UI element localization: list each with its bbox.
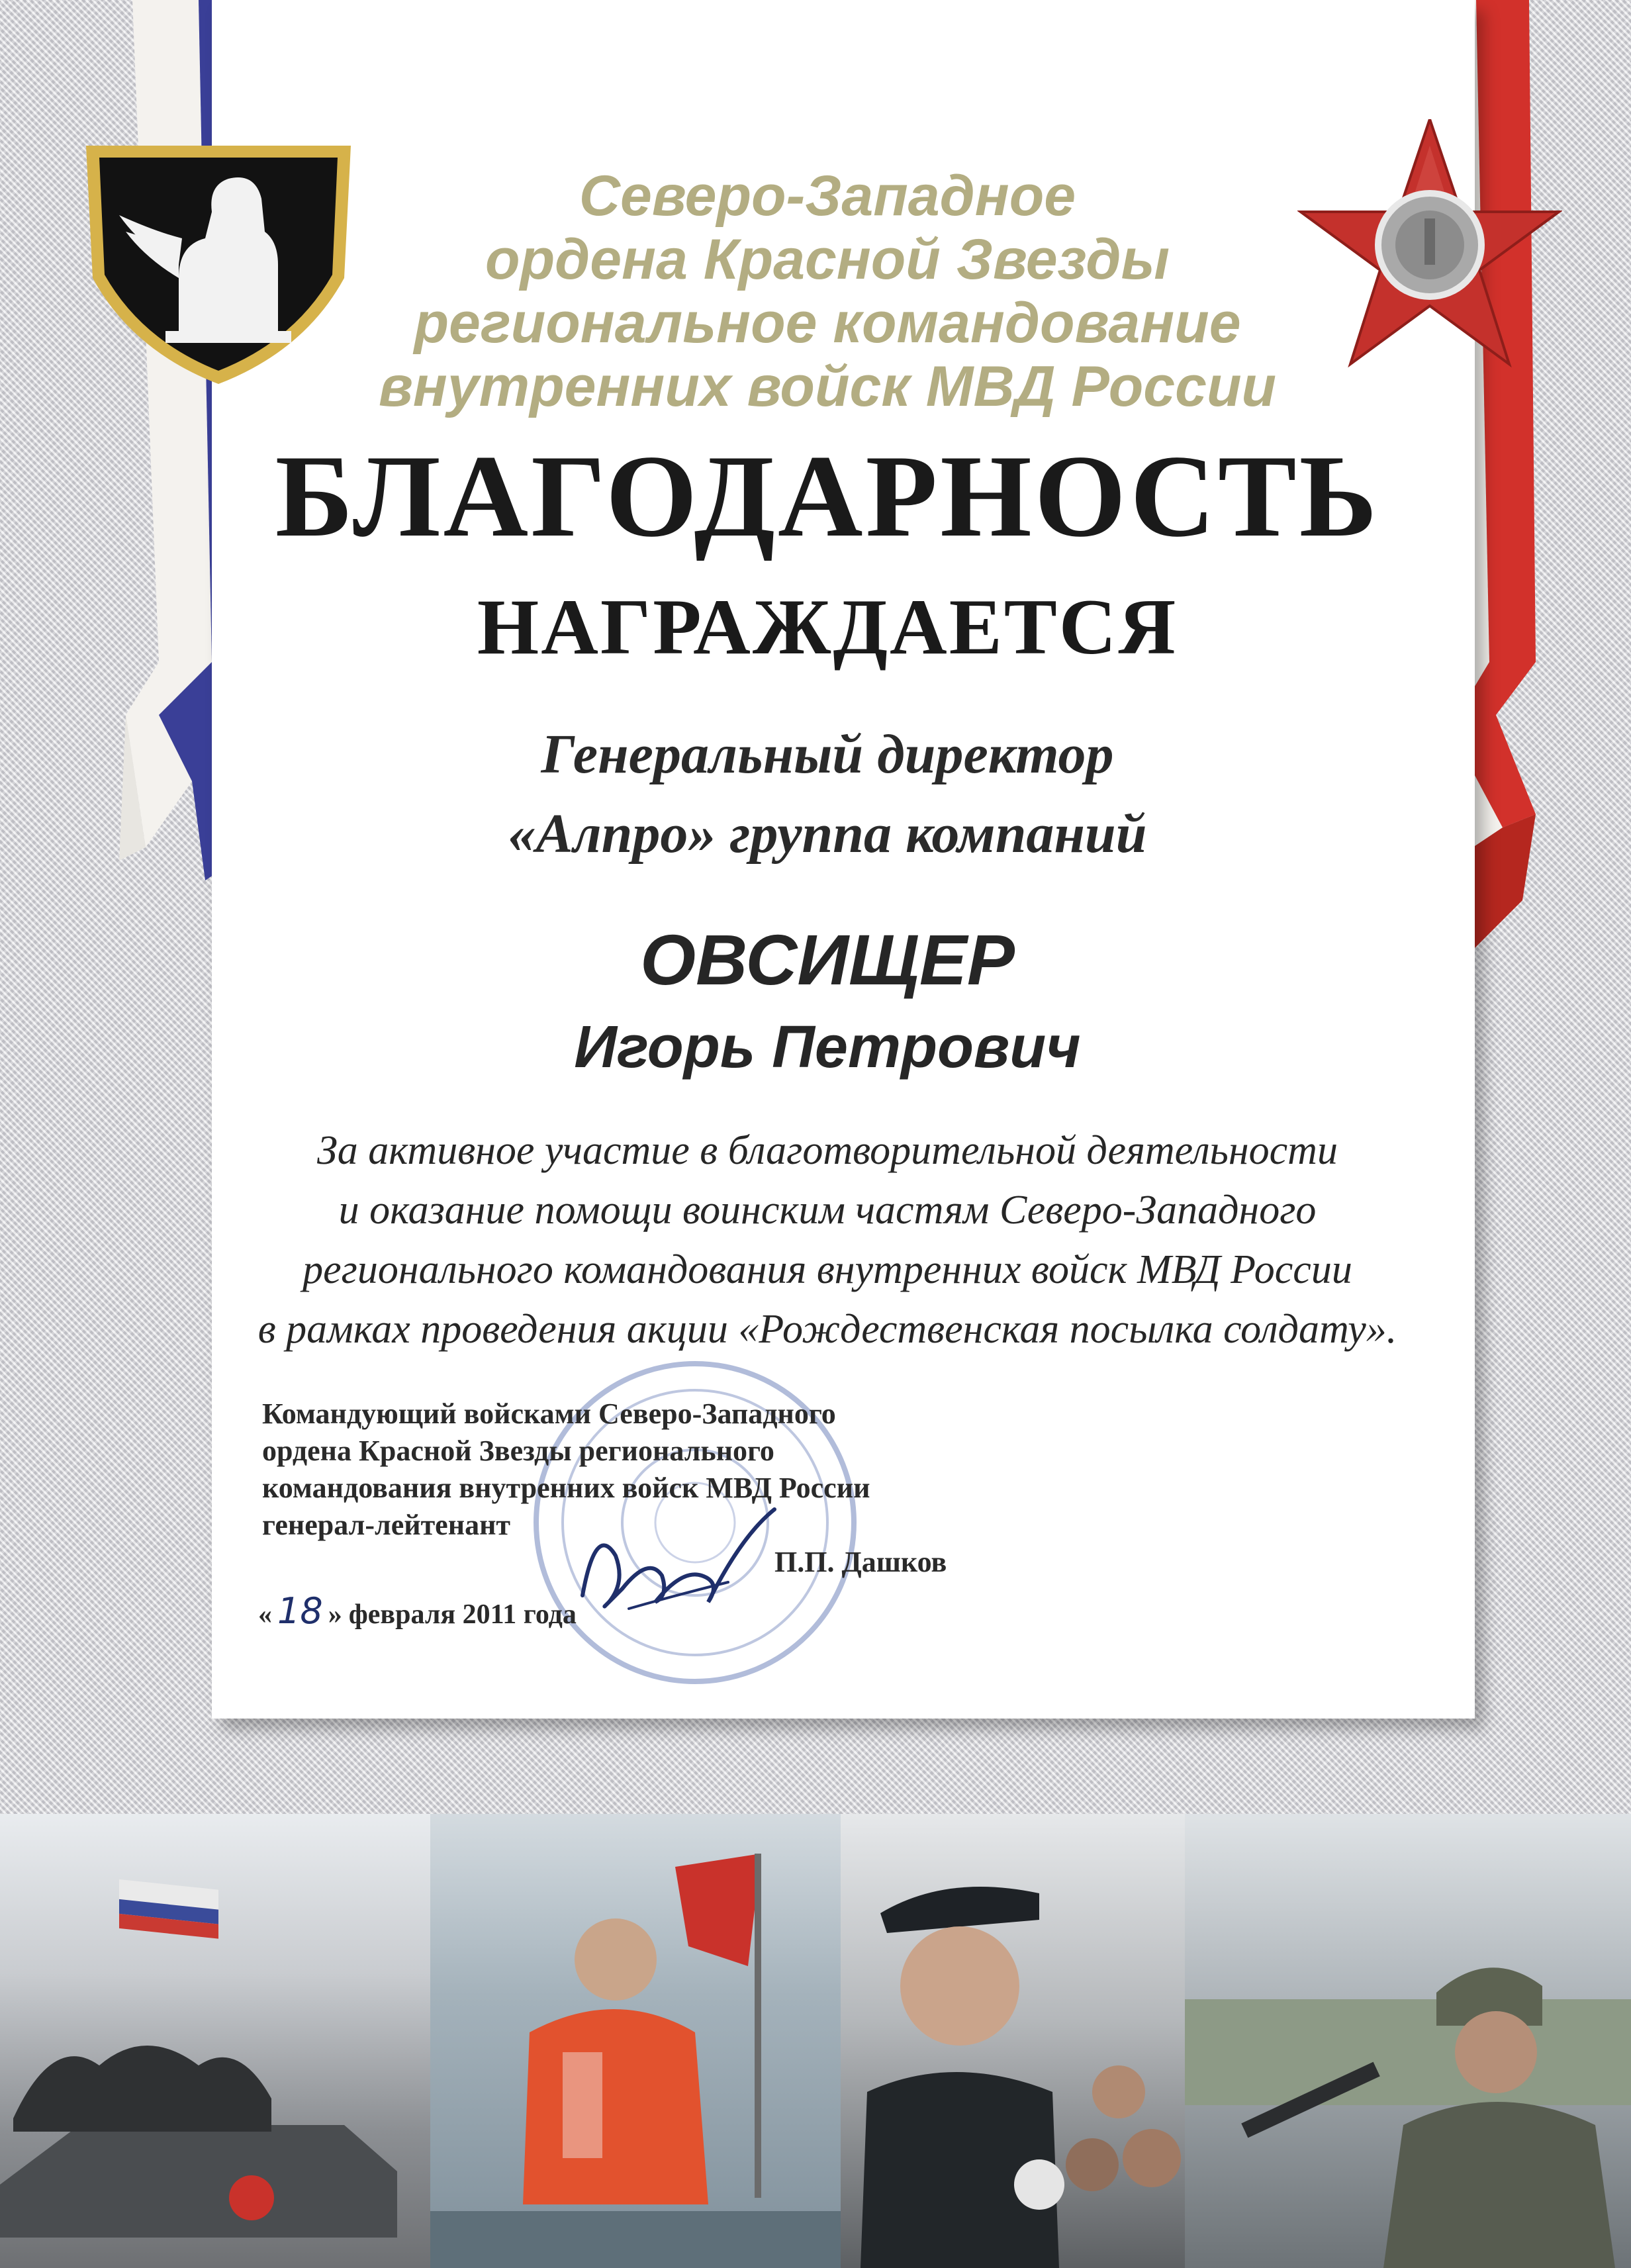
date-month-year: февраля 2011 года [348,1599,577,1630]
recipient-position-line-1: Генеральный директор [541,724,1114,785]
date-close-quote: » [328,1599,342,1630]
signatory-title-line-2: ордена Красной Звезды регионального [262,1435,774,1467]
header-line-2: ордена Красной Звезды [485,228,1170,291]
signatory-title-line-3: командования внутренних войск МВД России [262,1472,870,1504]
header-line-1: Северо-Западное [579,164,1076,228]
reason-line-1: За активное участие в благотворительной деятельности [317,1128,1338,1173]
signatory-name: П.П. Дашков [774,1546,947,1578]
header-line-4: внутренних войск МВД России [378,355,1277,418]
recipient-position-line-2: «Алпро» группа компаний [508,803,1147,865]
photo-soldier-on-boat [430,1814,841,2268]
sphinx-shield-icon [79,132,357,391]
issue-date [258,1590,577,1632]
recipient-surname: ОВСИЩЕР [640,920,1015,1000]
photo-cadet-in-crowd [841,1814,1185,2268]
photo-armored-vehicle [0,1814,430,2268]
reason-line-3: регионального командования внутренних войск МВД России [303,1247,1352,1292]
handwritten-signature [569,1496,788,1629]
reason-line-2: и оказание помощи воинским частям Северо-Западного [338,1188,1317,1233]
photo-strip [0,1814,1631,2268]
signatory-rank: генерал-лейтенант [262,1509,511,1541]
awarded-label: НАГРАЖДАЕТСЯ [477,583,1178,671]
red-star-order-icon [1297,119,1562,371]
photo-soldier-with-helmet [1185,1814,1631,2268]
recipient-given-name: Игорь Петрович [574,1014,1081,1080]
signatory-title-line-1: Командующий войсками Северо-Западного [262,1397,836,1430]
reason-line-4: в рамках проведения акции «Рождественская посылка солдату». [257,1307,1397,1352]
certificate-title: БЛАГОДАРНОСТЬ [275,430,1380,561]
date-open-quote: « [258,1599,272,1630]
header-line-3: региональное командование [414,291,1241,355]
date-day: 18 [277,1590,323,1632]
